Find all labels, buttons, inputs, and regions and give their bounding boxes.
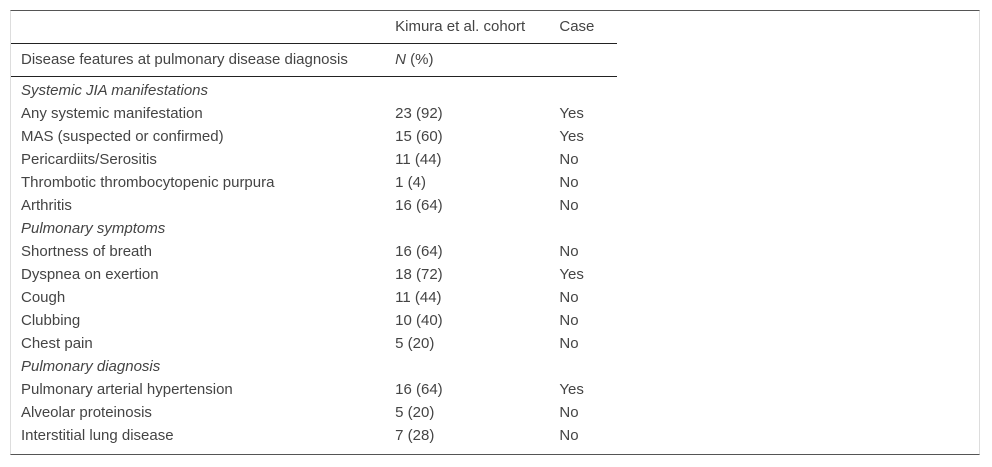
cohort-value-cell: 16 (64) [395, 197, 443, 214]
feature-cell: Thrombotic thrombocytopenic purpura [21, 174, 275, 191]
cohort-value-cell: 18 (72) [395, 266, 443, 283]
case-value-cell: No [559, 174, 579, 191]
cohort-value-cell: 16 (64) [395, 243, 443, 260]
section-row [11, 217, 617, 240]
table-row [11, 401, 617, 424]
case-value-cell: Yes [559, 381, 584, 398]
cohort-value-cell: 16 (64) [395, 381, 443, 398]
cohort-value-cell: 5 (20) [395, 335, 435, 352]
cohort-value-cell: 11 (44) [395, 151, 442, 168]
cohort-value-cell: 15 (60) [395, 128, 443, 145]
feature-cell: Pulmonary arterial hypertension [21, 381, 233, 398]
feature-cell: Clubbing [21, 312, 81, 329]
section-title: Pulmonary symptoms [21, 220, 166, 237]
feature-cell: Chest pain [21, 335, 93, 352]
table-row [11, 378, 617, 401]
column-header-feature [11, 11, 385, 44]
cohort-value-cell: 1 (4) [395, 174, 426, 191]
feature-cell: Pericardiits/Serositis [21, 151, 157, 168]
case-value-cell: Yes [559, 105, 584, 122]
table-row [11, 424, 617, 447]
table-row [11, 309, 617, 332]
column-header-case: Case [549, 11, 617, 44]
feature-cell: MAS (suspected or confirmed) [21, 128, 224, 145]
section-title: Systemic JIA manifestations [21, 82, 209, 99]
case-value-cell: No [559, 427, 579, 444]
table-row [11, 332, 617, 355]
cohort-value-cell: 11 (44) [395, 289, 442, 306]
cohort-value-cell: 7 (28) [395, 427, 435, 444]
cohort-value-cell: 23 (92) [395, 105, 443, 122]
table-row [11, 263, 617, 286]
case-value-cell: No [559, 404, 579, 421]
feature-cell: Arthritis [21, 197, 72, 214]
column-header-cohort: Kimura et al. cohort [385, 11, 549, 44]
cohort-value-cell: 5 (20) [395, 404, 435, 421]
section-title: Pulmonary diagnosis [21, 358, 161, 375]
case-value-cell: No [559, 243, 579, 260]
table-row [11, 125, 617, 148]
case-value-cell: Yes [559, 128, 584, 145]
table-row [11, 286, 617, 309]
table-row [11, 240, 617, 263]
case-value-cell: No [559, 289, 579, 306]
subheader-unit [385, 44, 549, 77]
table-row [11, 171, 617, 194]
subheader-label: Disease features at pulmonary disease diagnosis [11, 44, 385, 77]
case-value-cell: Yes [559, 266, 584, 283]
case-value-cell: No [559, 335, 579, 352]
table-row [11, 148, 617, 171]
unit-pct: (%) [405, 51, 434, 68]
table-row [11, 102, 617, 125]
comparison-table [11, 11, 617, 447]
feature-cell: Cough [21, 289, 66, 306]
table-frame [10, 10, 980, 455]
case-value-cell: No [559, 312, 579, 329]
subheader-empty [549, 44, 617, 77]
feature-cell: Interstitial lung disease [21, 427, 174, 444]
section-row [11, 77, 617, 103]
subheader-row [11, 44, 617, 77]
feature-cell: Any systemic manifestation [21, 105, 203, 122]
column-header-row [11, 11, 617, 44]
feature-cell: Shortness of breath [21, 243, 152, 260]
table-row [11, 194, 617, 217]
case-value-cell: No [559, 151, 579, 168]
unit-n: N [395, 51, 406, 68]
section-row [11, 355, 617, 378]
case-value-cell: No [559, 197, 579, 214]
cohort-value-cell: 10 (40) [395, 312, 443, 329]
feature-cell: Alveolar proteinosis [21, 404, 152, 421]
feature-cell: Dyspnea on exertion [21, 266, 159, 283]
